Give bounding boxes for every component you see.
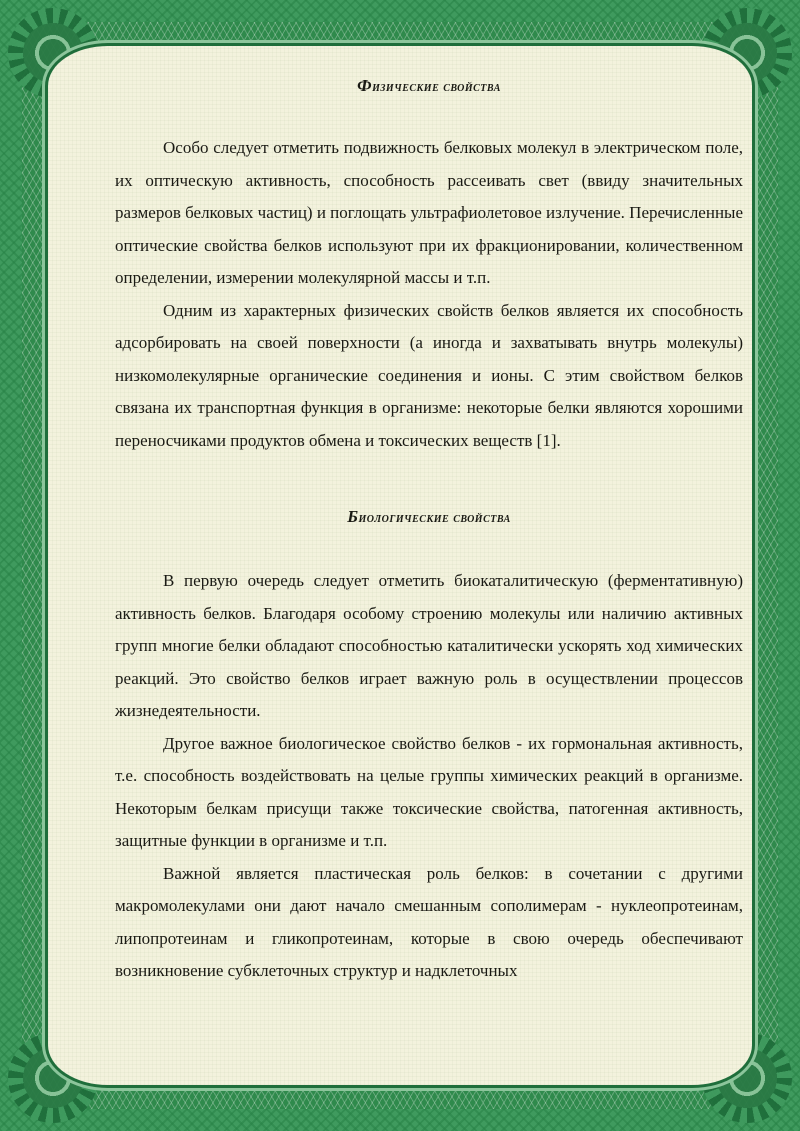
heading-initial: Ф <box>357 76 373 95</box>
paragraph: Другое важное биологическое свойство белков - их гормональная активность, т.е. способность воздействовать на целые группы химических реакций в организме. Некоторым белкам присущи также токсические свойства, патогенная активность, защитные функции в организме и т.п. <box>115 733 743 850</box>
document-body <box>115 70 743 988</box>
section-heading-biological <box>115 507 743 527</box>
paragraph: Особо следует отметить подвижность белковых молекул в электрическом поле, их оптическую активность, способность рассеивать свет (ввиду значительных размеров белковых частиц) и поглощать ультрафиолетовое излучение. Перечисленные оптические свойства белков используют при их фракционировании, количественном определении, измерении молекулярной массы и т.п. <box>115 138 744 287</box>
section-heading-physical <box>115 76 743 96</box>
heading-rest: иологические свойства <box>358 511 511 526</box>
heading-initial: Б <box>347 507 359 526</box>
heading-rest: изические свойства <box>372 80 501 95</box>
paragraph: Важной является пластическая роль белков: в сочетании с другими макромолекулами они дают начало смешанным сополимерам - нуклеопротеинам, липопротеинам и гликопротеинам, которые в свою очередь обеспечивают возникновение субклеточных структур и надклеточных <box>115 863 743 980</box>
paragraph: В первую очередь следует отметить биокаталитическую (ферментативную) активность белков. Благодаря особому строению молекулы или наличию активных групп многие белки обладают способностью каталитически ускорять ход химических реакций. Это свойство белков играет важную роль в осуществлении процессов жизнедеятельности. <box>115 571 743 720</box>
paragraph: Одним из характерных физических свойств белков является их способность адсорбировать на своей поверхности (а иногда и захватывать внутрь молекулы) низкомолекулярные органические соединения и ионы. С этим свойством белков связана их транспортная функция в организме: некоторые белки являются хорошими переносчиками продуктов обмена и токсических веществ [1]. <box>115 300 743 450</box>
